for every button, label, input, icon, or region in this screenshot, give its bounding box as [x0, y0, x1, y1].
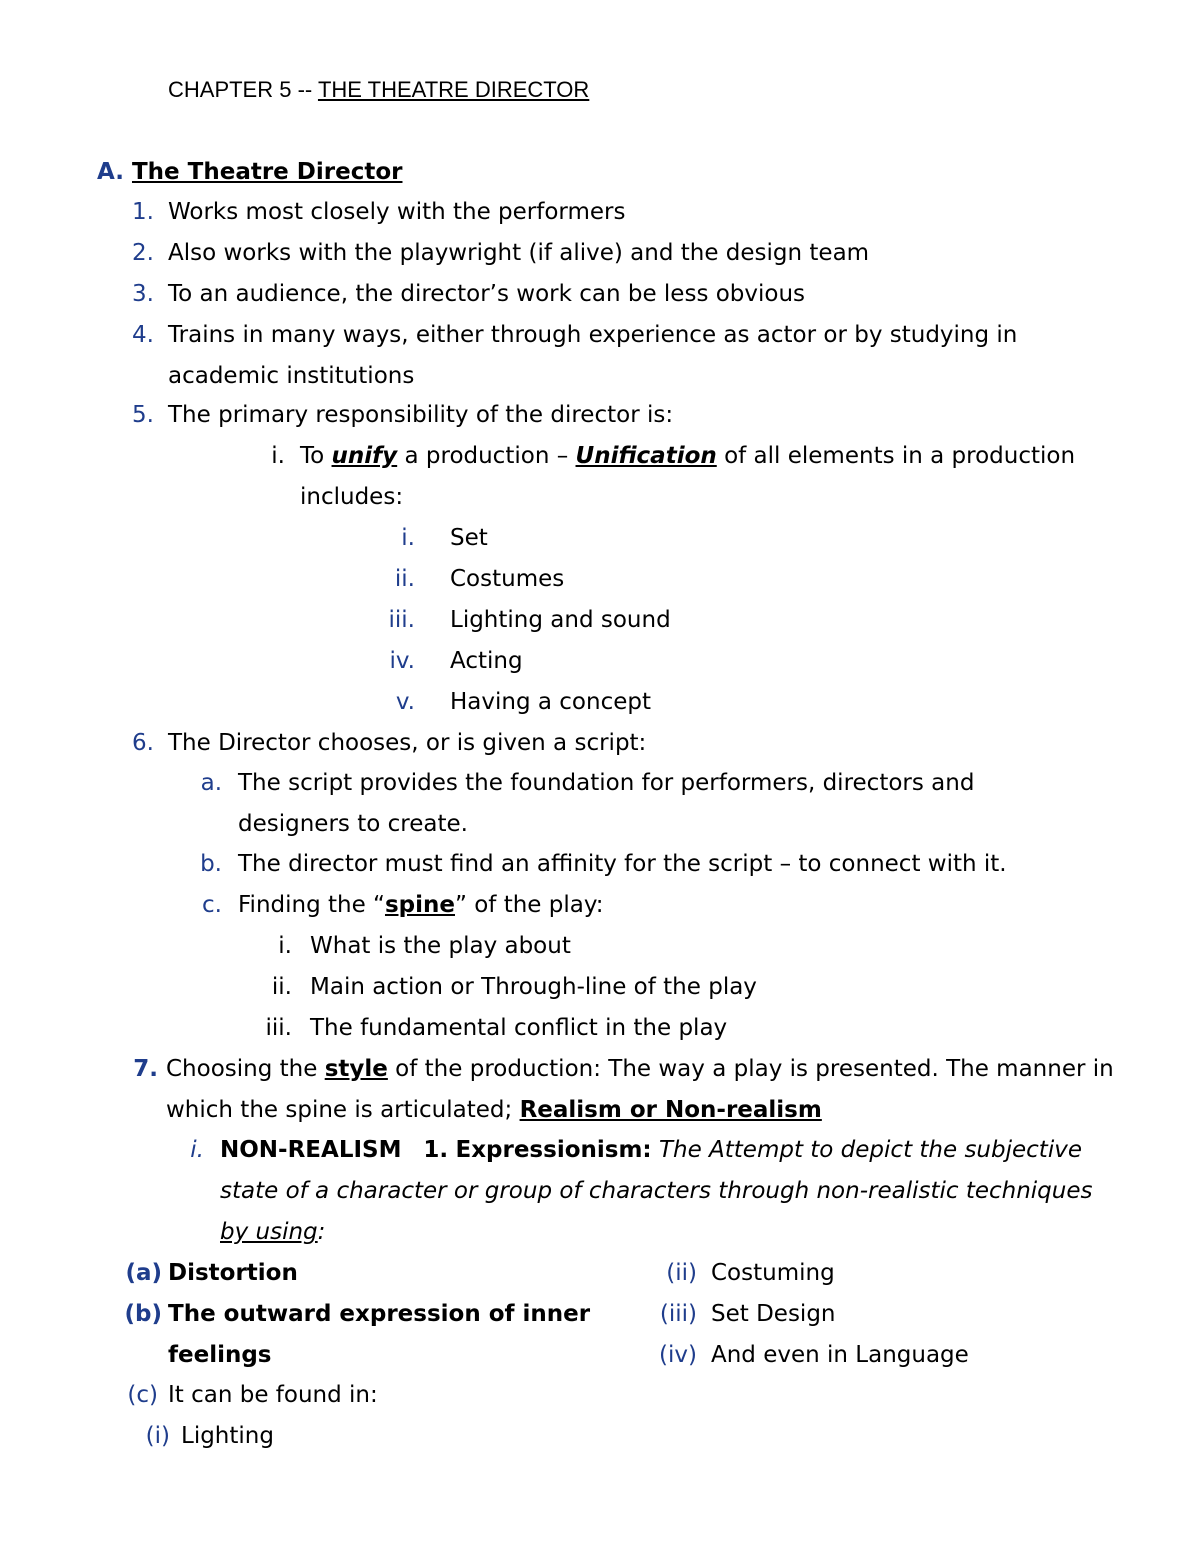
- expressionism-definition: The Attempt to depict the subjective: [658, 1137, 1082, 1163]
- list-item-continuation: academic institutions: [168, 363, 415, 389]
- expression-item: Costuming: [711, 1260, 835, 1286]
- non-realism-line: [220, 1135, 1082, 1165]
- style-post: of the production: The way a play is presented. The manner in: [387, 1056, 1114, 1082]
- expressionism-definition-end: [220, 1217, 325, 1247]
- expression-item: And even in Language: [711, 1342, 969, 1368]
- list-item: Trains in many ways, either through experience as actor or by studying in: [168, 322, 1018, 348]
- chapter-title: THE THEATRE DIRECTOR: [317, 77, 590, 102]
- unify-statement: [300, 441, 1075, 471]
- expression-number: (i): [145, 1423, 170, 1449]
- by-using-text: by using: [220, 1219, 318, 1245]
- subitem-number: a.: [200, 770, 222, 796]
- subsub-number: ii.: [271, 974, 292, 1000]
- expression-number: (c): [127, 1382, 158, 1408]
- list-item: To an audience, the director’s work can be less obvious: [168, 281, 806, 307]
- subsub-number: i.: [401, 525, 415, 551]
- list-item: Works most closely with the performers: [168, 199, 626, 225]
- unify-element: Set: [450, 525, 488, 551]
- realism-term: Realism or Non-realism: [519, 1097, 822, 1123]
- item-number: 1.: [132, 199, 154, 225]
- section-title: The Theatre Director: [131, 159, 403, 185]
- spine-pre: Finding the “: [238, 892, 385, 918]
- chapter-heading: [168, 75, 589, 105]
- section-heading: [97, 157, 402, 187]
- list-item: The Director chooses, or is given a script:: [168, 730, 647, 756]
- item-number: 6.: [132, 730, 154, 756]
- by-using-colon: :: [317, 1219, 326, 1245]
- subsub-number: i.: [278, 933, 292, 959]
- spine-element: The fundamental conflict in the play: [310, 1015, 728, 1041]
- unify-element: Having a concept: [450, 689, 651, 715]
- list-item-continuation: [166, 1095, 822, 1125]
- expressionism-definition-cont: state of a character or group of characters through non-realistic techniques: [220, 1178, 1093, 1204]
- subsub-number: iv.: [389, 648, 415, 674]
- list-item: The primary responsibility of the director is:: [168, 402, 674, 428]
- expression-item: The outward expression of inner: [168, 1301, 591, 1327]
- non-realism-label: NON-REALISM: [220, 1137, 402, 1163]
- unify-continuation: includes:: [300, 484, 404, 510]
- expression-item: It can be found in:: [168, 1382, 378, 1408]
- subitem-number: c.: [202, 892, 222, 918]
- list-item: [166, 1054, 1114, 1084]
- expression-item-continuation: feelings: [168, 1342, 272, 1368]
- unify-pre: To: [300, 443, 332, 469]
- subsub-number: iii.: [265, 1015, 292, 1041]
- chapter-prefix: CHAPTER 5 --: [168, 77, 318, 102]
- expression-item: Set Design: [711, 1301, 836, 1327]
- expression-item: Distortion: [168, 1260, 298, 1286]
- item-number: 2.: [132, 240, 154, 266]
- spine-element: Main action or Through-line of the play: [310, 974, 757, 1000]
- spine-post: ” of the play:: [455, 892, 604, 918]
- expression-number: (iii): [659, 1301, 697, 1327]
- expressionism-label: Expressionism:: [455, 1137, 652, 1163]
- list-subitem: [238, 890, 604, 920]
- style-cont-pre: which the spine is articulated;: [166, 1097, 520, 1123]
- expressionism-number: 1.: [423, 1137, 449, 1163]
- list-subitem: The director must find an affinity for the script – to connect with it.: [238, 851, 1007, 877]
- unify-element: Lighting and sound: [450, 607, 671, 633]
- expression-number: (iv): [659, 1342, 697, 1368]
- style-term: style: [324, 1056, 388, 1082]
- expression-number: (a): [125, 1260, 162, 1286]
- expression-number: (ii): [666, 1260, 697, 1286]
- item-number: 4.: [132, 322, 154, 348]
- subitem-number: b.: [200, 851, 222, 877]
- subsub-number: v.: [395, 689, 415, 715]
- list-subitem: The script provides the foundation for performers, directors and: [238, 770, 975, 796]
- section-marker: A.: [97, 159, 124, 185]
- spine-term: spine: [384, 892, 455, 918]
- list-subitem-continuation: designers to create.: [238, 811, 468, 837]
- unify-element: Costumes: [450, 566, 565, 592]
- unify-term: unify: [331, 443, 398, 469]
- expression-number: (b): [124, 1301, 162, 1327]
- list-item: Also works with the playwright (if alive) and the design team: [168, 240, 870, 266]
- style-pre: Choosing the: [166, 1056, 325, 1082]
- item-number: 5.: [132, 402, 154, 428]
- unify-post: of all elements in a production: [716, 443, 1076, 469]
- item-number: 7.: [133, 1056, 158, 1082]
- subsub-number: iii.: [388, 607, 415, 633]
- unification-term: Unification: [575, 443, 717, 469]
- item-number: 3.: [132, 281, 154, 307]
- expression-item: Lighting: [181, 1423, 274, 1449]
- subsub-number: ii.: [394, 566, 415, 592]
- unify-element: Acting: [450, 648, 523, 674]
- unify-mid: a production –: [397, 443, 576, 469]
- subitem-number: i.: [190, 1137, 204, 1163]
- spine-element: What is the play about: [310, 933, 571, 959]
- subitem-number: i.: [271, 443, 285, 469]
